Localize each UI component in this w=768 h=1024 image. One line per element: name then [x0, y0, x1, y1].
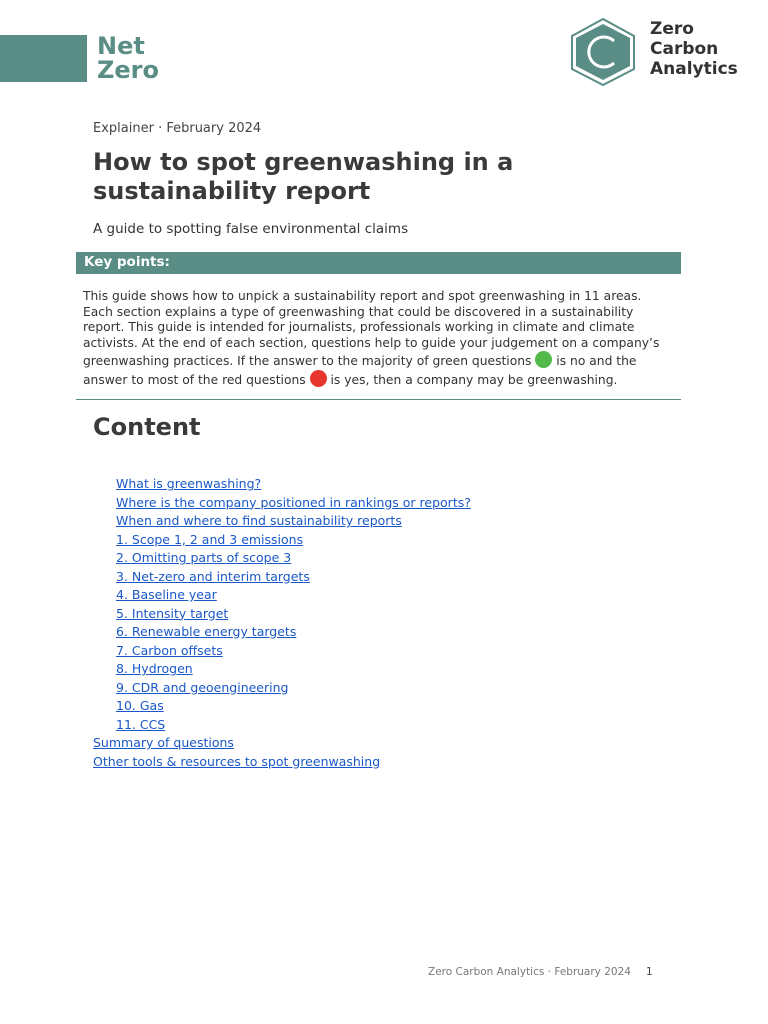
green-circle-icon: [535, 351, 552, 368]
toc-link-cdr[interactable]: 9. CDR and geoengineering: [116, 679, 289, 695]
net-zero-brand: [97, 34, 159, 82]
key-points-text-2: is no and the answer to most of the red questions: [83, 354, 637, 387]
zero-carbon-analytics-logo-icon: [569, 17, 637, 87]
toc-link-what-is-greenwashing[interactable]: What is greenwashing?: [116, 476, 262, 491]
toc-link-ccs[interactable]: 11. CCS: [116, 716, 166, 732]
page-number: 1: [646, 966, 653, 978]
key-points-body: [83, 289, 675, 389]
content-heading: Content: [93, 413, 201, 441]
org-name-line-3: Analytics: [650, 59, 738, 79]
header-accent-band: [0, 35, 87, 82]
toc-link-other-tools[interactable]: Other tools & resources to spot greenwashing: [93, 753, 381, 769]
org-name-line-1: Zero: [650, 19, 694, 39]
toc-link-summary[interactable]: Summary of questions: [93, 735, 234, 750]
org-name: [650, 19, 738, 79]
toc-link-carbon-offsets[interactable]: 7. Carbon offsets: [116, 642, 223, 658]
toc-link-scope-emissions[interactable]: 1. Scope 1, 2 and 3 emissions: [116, 531, 304, 547]
page-subtitle: A guide to spotting false environmental claims: [93, 221, 409, 237]
toc-link-rankings[interactable]: Where is the company positioned in rankings or reports?: [116, 494, 471, 510]
key-points-label: Key points:: [84, 254, 170, 270]
toc-link-net-zero-targets[interactable]: 3. Net-zero and interim targets: [116, 568, 310, 584]
footer-text: Zero Carbon Analytics · February 2024: [428, 966, 631, 978]
toc-link-renewable-targets[interactable]: 6. Renewable energy targets: [116, 624, 297, 639]
toc-link-gas[interactable]: 10. Gas: [116, 698, 164, 713]
net-zero-brand-line-1: Net: [97, 32, 145, 60]
section-divider: [76, 399, 681, 400]
document-meta: Explainer · February 2024: [93, 121, 262, 136]
net-zero-brand-line-2: Zero: [97, 56, 160, 84]
toc-link-find-reports[interactable]: When and where to find sustainability reports: [116, 513, 402, 528]
page-title: How to spot greenwashing in a sustainability report: [93, 148, 514, 205]
key-points-text-1: This guide shows how to unpick a sustainability report and spot greenwashing in 11 areas. Each section explains a type of greenwashing that could be discovered in a sustainability report. This guide is intended for journalists, professionals working in climate and climate activists. At the end of each section, questions help to guide your judgement on a company’s greenwashing practices. If the answer to the majority of green questions: [83, 289, 660, 369]
toc-link-baseline-year[interactable]: 4. Baseline year: [116, 587, 217, 602]
toc-link-intensity-target[interactable]: 5. Intensity target: [116, 605, 229, 621]
toc-link-omitting-scope-3[interactable]: 2. Omitting parts of scope 3: [116, 550, 292, 565]
toc-link-hydrogen[interactable]: 8. Hydrogen: [116, 661, 193, 676]
org-name-line-2: Carbon: [650, 39, 719, 59]
key-points-header: [76, 252, 681, 274]
red-circle-icon: [310, 370, 327, 387]
key-points-text-3: is yes, then a company may be greenwashing.: [330, 372, 618, 387]
